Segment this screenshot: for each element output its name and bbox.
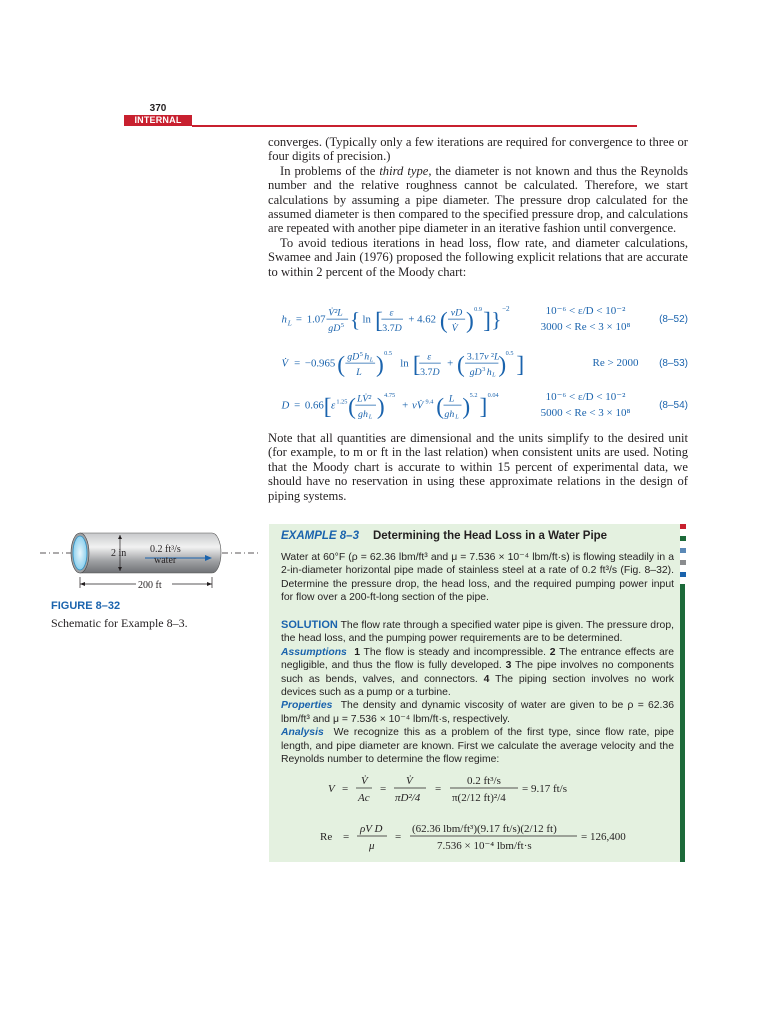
analysis-paragraph (281, 726, 674, 766)
velocity-result: = 9.17 ft/s (522, 783, 568, 795)
eq52-condition-2: 3000 < Re < 3 × 10⁸ (540, 321, 631, 333)
svg-text:5: 5 (340, 322, 345, 330)
paragraph-closing: Note that all quantities are dimensional and the units simplify to the desired unit (for example, to m or ft in the last relation) when consistent units are used. Noting that the Moody chart is accurate to within 15 percent of experimental data, we should have no reservation in using these approximate relations in the design of piping systems. (268, 431, 688, 503)
example-number: EXAMPLE 8–3 (281, 530, 359, 542)
svg-text:gD: gD (469, 366, 482, 378)
side-marker-red (680, 524, 686, 529)
svg-text:νV̇: νV̇ (412, 399, 424, 412)
example-side-rule (680, 584, 685, 862)
eq53-coef: −0.965 (304, 357, 336, 370)
svg-text:gh: gh (358, 408, 368, 420)
svg-text:=: = (395, 831, 402, 843)
svg-text:+: + (402, 399, 409, 412)
equation-8-52-formula (268, 302, 538, 338)
eq54-number: (8–54) (659, 400, 688, 411)
svg-text:νD: νD (450, 307, 463, 319)
assumption-2: The entrance effects are negligible, and thus the flow is fully developed. (281, 646, 674, 672)
svg-text:L: L (448, 393, 455, 405)
equation-8-52 (268, 302, 688, 338)
svg-text:ε: ε (427, 351, 432, 363)
svg-text:[: [ (375, 308, 383, 335)
svg-text:(: ( (348, 394, 356, 421)
velocity-den-1: Ac (358, 792, 370, 804)
svg-text:+ 4.62: + 4.62 (408, 313, 437, 326)
svg-text:h: h (281, 313, 287, 326)
pipe-schematic (40, 530, 260, 595)
side-marker-gray (680, 560, 686, 565)
paragraph-2-emphasis: third type (379, 163, 429, 178)
svg-text:]: ] (479, 394, 488, 421)
svg-text:=: = (294, 399, 301, 412)
side-marker-blue (680, 572, 686, 577)
eq54-condition-1: 10⁻⁶ < ε/D < 10⁻² (545, 391, 626, 403)
velocity-den-3: π(2/12 ft)²/4 (452, 792, 506, 804)
svg-text:3.7D: 3.7D (382, 322, 402, 334)
svg-text:]: ] (516, 352, 525, 379)
label-diameter: 2 in (111, 548, 127, 559)
svg-text:V̇: V̇ (281, 357, 289, 370)
reynolds-den-2: 7.536 × 10⁻⁴ lbm/ft·s (437, 840, 532, 852)
svg-text:D: D (281, 399, 290, 412)
label-flow-rate: 0.2 ft³/s (150, 544, 181, 555)
svg-text:]: ] (483, 308, 491, 335)
eq53-number: (8–53) (659, 358, 688, 369)
example-statement (281, 551, 674, 605)
svg-text:): ) (376, 394, 385, 421)
svg-text:3.7D: 3.7D (420, 366, 440, 378)
svg-text:}: } (491, 307, 502, 332)
svg-text:ε: ε (331, 399, 336, 412)
svg-text:=: = (380, 783, 387, 795)
eq53-condition: Re > 2000 (592, 357, 639, 369)
properties-text: The density and dynamic viscosity of water are given to be ρ = 62.36 lbm/ft³ and μ = 7.536 × 10⁻⁴ lbm/ft·s, respectively. (281, 700, 675, 725)
velocity-num-3: 0.2 ft³/s (467, 775, 501, 787)
velocity-den-2: πD²/4 (395, 792, 421, 804)
velocity-num-1: V̇ (361, 775, 368, 787)
header-rule (192, 125, 637, 127)
svg-text:0.9: 0.9 (474, 306, 482, 313)
equation-8-54 (268, 388, 688, 424)
svg-text:{: { (349, 307, 361, 332)
svg-text:−2: −2 (502, 305, 510, 313)
svg-text:V̇: V̇ (451, 322, 458, 334)
svg-text:gD: gD (347, 351, 360, 363)
svg-text:=: = (342, 783, 349, 795)
svg-text:5: 5 (359, 350, 363, 358)
svg-text:(: ( (436, 394, 445, 421)
solution-paragraph (281, 619, 674, 646)
svg-text:ln: ln (400, 357, 409, 370)
svg-text:[: [ (323, 394, 332, 421)
assumptions-label: Assumptions (281, 646, 347, 658)
svg-text:0.5: 0.5 (384, 350, 392, 357)
eq52-coef: 1.07 (306, 313, 326, 326)
assumption-4: The piping section involves no work devices such as a pump or a turbine. (281, 673, 674, 699)
reynolds-den-1: μ (369, 840, 375, 852)
svg-text:L: L (356, 366, 362, 378)
paragraph-3: To avoid tedious iterations in head loss, flow rate, and diameter calculations, Swamee and Jain (1976) proposed the following explicit relations that are accurate to within 2 percent of the Moody chart: (268, 235, 688, 279)
svg-text:=: = (295, 313, 302, 326)
svg-text:gD: gD (328, 322, 341, 334)
svg-text:(: ( (439, 308, 448, 335)
reynolds-result: = 126,400 (581, 831, 626, 843)
svg-text:): ) (466, 308, 474, 335)
label-length: 200 ft (138, 580, 162, 591)
velocity-lhs: V (328, 783, 335, 795)
svg-text:3.17ν ²L: 3.17ν ²L (466, 351, 500, 363)
reynolds-num-1: ρV D (360, 823, 383, 835)
svg-text:1.25: 1.25 (336, 398, 348, 406)
equation-8-53-formula (268, 346, 538, 382)
svg-text:): ) (462, 394, 471, 421)
solution-text: The flow rate through a specified water pipe is given. The pressure drop, the head loss, and the pumping power requirements are to be determined. (281, 620, 674, 645)
page-number: 370 (149, 103, 167, 114)
running-head: INTERNAL FLOW (134, 115, 182, 138)
svg-text:L: L (368, 413, 373, 421)
svg-text:): ) (498, 352, 507, 379)
paragraph-2-lead: In problems of the (280, 163, 380, 178)
svg-text:): ) (376, 352, 384, 379)
example-heading (281, 530, 607, 542)
svg-text:+: + (447, 357, 454, 370)
assumption-3: The pipe involves no components such as bends, valves, and connectors. (281, 660, 674, 685)
svg-text:L: L (287, 319, 292, 328)
svg-text:L: L (455, 413, 459, 421)
eq52-condition-1: 10⁻⁶ < ε/D < 10⁻² (545, 305, 626, 317)
example-title: Determining the Head Loss in a Water Pipe (372, 530, 608, 542)
svg-text:5.2: 5.2 (469, 392, 478, 399)
assumption-1: The flow is steady and incompressible. (363, 646, 547, 658)
figure-title: FIGURE 8–32 (51, 600, 121, 612)
svg-text:L: L (492, 371, 496, 379)
equation-8-53 (268, 346, 688, 382)
analysis-label: Analysis (281, 727, 324, 739)
reynolds-lhs: Re (320, 831, 333, 843)
eq54-condition-2: 5000 < Re < 3 × 10⁸ (540, 407, 631, 419)
svg-text:0.5: 0.5 (505, 350, 514, 357)
example-statement-text: Water at 60°F (ρ = 62.36 lbm/ft³ and μ = 7.536 × 10⁻⁴ lbm/ft·s) is flowing steadily in a 2-in-diameter horizontal pipe made of stainless steel at a rate of 0.2 ft³/s (Fig. 8–32). Determine the pressure drop, the head loss, and the required pumping power input for flow over a 200-ft-long section of the pipe. (281, 552, 674, 604)
svg-text:gh: gh (444, 408, 455, 420)
reynolds-equation (315, 818, 645, 858)
svg-text:L: L (369, 356, 374, 364)
svg-text:9.4: 9.4 (425, 398, 434, 406)
svg-text:=: = (343, 831, 350, 843)
svg-text:=: = (435, 783, 442, 795)
example-solution (281, 619, 674, 766)
properties-label: Properties (281, 700, 333, 712)
paragraph-2-rest: , the diameter is not known and thus the Reynolds number and the relative roughness cannot be calculated. Therefore, we start calculations by assuming a pipe diameter. The pressure drop calculated for the assumed diameter is then compared to the specified pressure drop, and calculations are repeated with another pipe diameter in an iterative fashion until convergence. (268, 163, 688, 236)
side-marker-slate (680, 548, 686, 553)
svg-text:h: h (364, 351, 370, 363)
svg-text:LV̇²: LV̇² (357, 393, 372, 405)
eq52-number: (8–52) (659, 314, 688, 325)
svg-text:0.04: 0.04 (487, 392, 499, 399)
svg-text:h: h (486, 366, 492, 378)
figure-caption: Schematic for Example 8–3. (51, 616, 188, 630)
body-text-closing (268, 431, 688, 503)
svg-text:ln: ln (362, 313, 371, 326)
properties-paragraph (281, 699, 674, 726)
svg-text:=: = (294, 357, 301, 370)
assumptions-paragraph: Assumptions 1 The flow is steady and incompressible. 2 The entrance effects are negligible, and thus the flow is fully developed. 3 The pipe involves no components such as bends, valves, and connectors. 4 The piping section involves no work devices such as a pump or a turbine. (281, 646, 674, 699)
svg-text:3: 3 (482, 366, 486, 374)
paragraph-2 (268, 164, 688, 236)
velocity-equation (320, 770, 620, 810)
eq54-coef: 0.66 (304, 399, 324, 412)
svg-text:V̇²L: V̇²L (328, 307, 343, 319)
solution-label: SOLUTION (281, 619, 338, 631)
svg-text:4.75: 4.75 (384, 392, 396, 399)
velocity-num-2: V̇ (406, 775, 413, 787)
side-marker-green (680, 536, 686, 541)
svg-text:[: [ (412, 352, 421, 379)
svg-text:ε: ε (389, 307, 394, 319)
label-fluid: water (154, 555, 177, 566)
equation-8-54-formula (268, 388, 538, 424)
paragraph-1: converges. (Typically only a few iterations are required for convergence to three or four digits of precision.) (268, 135, 688, 164)
analysis-text: We recognize this as a problem of the first type, since flow rate, pipe length, and pipe diameter are known. First we calculate the average velocity and the Reynolds number to determine the flow regime: (281, 727, 674, 766)
svg-text:(: ( (457, 352, 465, 379)
svg-text:(: ( (337, 352, 346, 379)
body-text-intro (268, 135, 688, 279)
reynolds-num-2: (62.36 lbm/ft³)(9.17 ft/s)(2/12 ft) (412, 823, 557, 835)
